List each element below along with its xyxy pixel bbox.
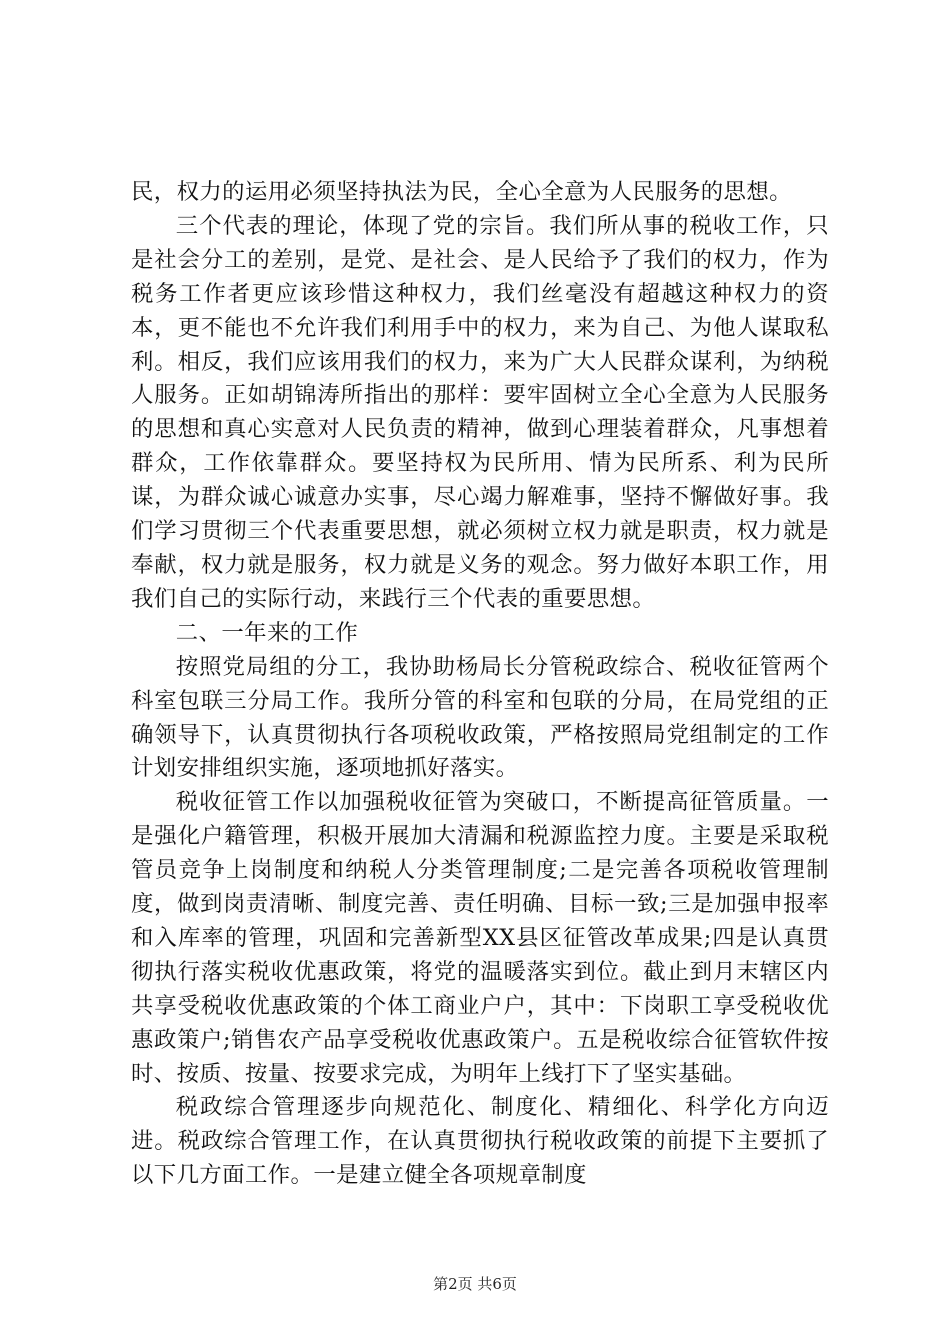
paragraph-4: 税收征管工作以加强税收征管为突破口，不断提高征管质量。一是强化户籍管理，积极开展加大清漏和税源监控力度。主要是采取税管员竞争上岗制度和纳税人分类管理制度;二是完善各项税收管理制度，做到岗责清晰、制度完善、责任明确、目标一致;三是加强申报率和入库率的管理，巩固和完善新型XX县区征管改革成果;四是认真贯彻执行落实税收优惠政策，将党的温暖落实到位。截止到月末辖区内共享受税收优惠政策的个体工商业户户，其中：下岗职工享受税收优惠政策户;销售农产品享受税收优惠政策户。五是税收综合征管软件按时、按质、按量、按要求完成，为明年上线打下了坚实基础。	[131, 789, 829, 1087]
paragraph-3: 按照党局组的分工，我协助杨局长分管税政综合、税收征管两个科室包联三分局工作。我所分管的科室和包联的分局，在局党组的正确领导下，认真贯彻执行各项税收政策，严格按照局党组制定的工作计划安排组织实施，逐项地抓好落实。	[131, 653, 829, 782]
paragraph-1: 民，权力的运用必须坚持执法为民，全心全意为人民服务的思想。	[131, 179, 792, 205]
document-body	[131, 176, 829, 1193]
page-number-footer: 第2页 共6页	[433, 1275, 517, 1293]
paragraph-2: 三个代表的理论，体现了党的宗旨。我们所从事的税收工作，只是社会分工的差别，是党、是社会、是人民给予了我们的权力，作为税务工作者更应该珍惜这种权力，我们丝毫没有超越这种权力的资本，更不能也不允许我们利用手中的权力，来为自己、为他人谋取私利。相反，我们应该用我们的权力，来为广大人民群众谋利，为纳税人服务。正如胡锦涛所指出的那样：要牢固树立全心全意为人民服务的思想和真心实意对人民负责的精神，做到心理装着群众，凡事想着群众，工作依靠群众。要坚持权为民所用、情为民所系、利为民所谋，为群众诚心诚意办实事，尽心竭力解难事，坚持不懈做好事。我们学习贯彻三个代表重要思想，就必须树立权力就是职责，权力就是奉献，权力就是服务，权力就是义务的观念。努力做好本职工作，用我们自己的实际行动，来践行三个代表的重要思想。	[131, 212, 829, 612]
paragraph-5: 税政综合管理逐步向规范化、制度化、精细化、科学化方向迈进。税政综合管理工作，在认真贯彻执行税收政策的前提下主要抓了以下几方面工作。一是建立健全各项规章制度	[131, 1094, 829, 1189]
section-heading: 二、一年来的工作	[175, 619, 359, 646]
